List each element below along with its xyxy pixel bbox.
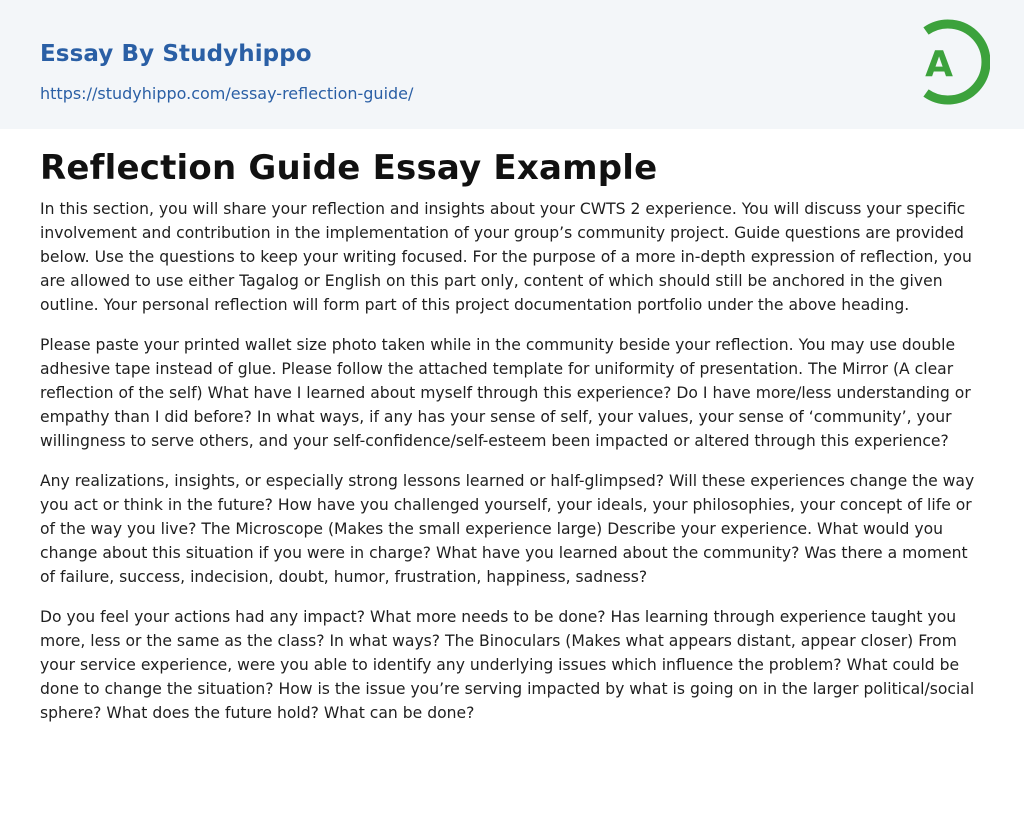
site-brand[interactable]: Essay By Studyhippo — [40, 41, 312, 67]
article-paragraph: Please paste your printed wallet size photo taken while in the community beside your reflection. You may use double adhesive tape instead of glue. Please follow the attached template for uniformity of presentation. The Mirror (A clear reflection of the self) What have I learned about myself through this experience? Do I have more/less understanding or empathy than I did before? In what ways, if any has your sense of self, your values, your sense of ‘community’, your willingness to serve others, and your self-confidence/self-esteem been impacted or altered through this experience? — [40, 336, 971, 450]
article — [40, 146, 985, 741]
source-url-link[interactable]: https://studyhippo.com/essay-reflection-guide/ — [40, 84, 414, 103]
article-paragraph: Any realizations, insights, or especially strong lessons learned or half-glimpsed? Will these experiences change the way you act or think in the future? How have you challenged yourself, your ideals, your philosophies, your concept of life or of the way you live? The Microscope (Makes the small experience large) Describe your experience. What would you change about this situation if you were in charge? What have you learned about the community? Was there a moment of failure, success, indecision, doubt, humor, frustration, happiness, sadness? — [40, 472, 975, 586]
site-header — [0, 0, 1024, 129]
article-paragraph: Do you feel your actions had any impact? What more needs to be done? Has learning through experience taught you more, less or the same as the class? In what ways? The Binoculars (Makes what appears distant, appear closer) From your service experience, were you able to identify any underlying issues which influence the problem? What could be done to change the situation? How is the issue you’re serving impacted by what is going on in the larger political/social sphere? What does the future hold? What can be done? — [40, 608, 975, 722]
studyhippo-logo-icon[interactable] — [906, 18, 990, 106]
article-title: Reflection Guide Essay Example — [40, 148, 658, 188]
article-paragraph: In this section, you will share your reflection and insights about your CWTS 2 experience. You will discuss your specific involvement and contribution in the implementation of your group’s community project. Guide questions are provided below. Use the questions to keep your writing focused. For the purpose of a more in-depth expression of reflection, you are allowed to use either Tagalog or English on this part only, content of which should still be anchored in the given outline. Your personal reflection will form part of this project documentation portfolio under the above heading. — [40, 200, 972, 314]
logo-letter: A — [925, 44, 953, 85]
